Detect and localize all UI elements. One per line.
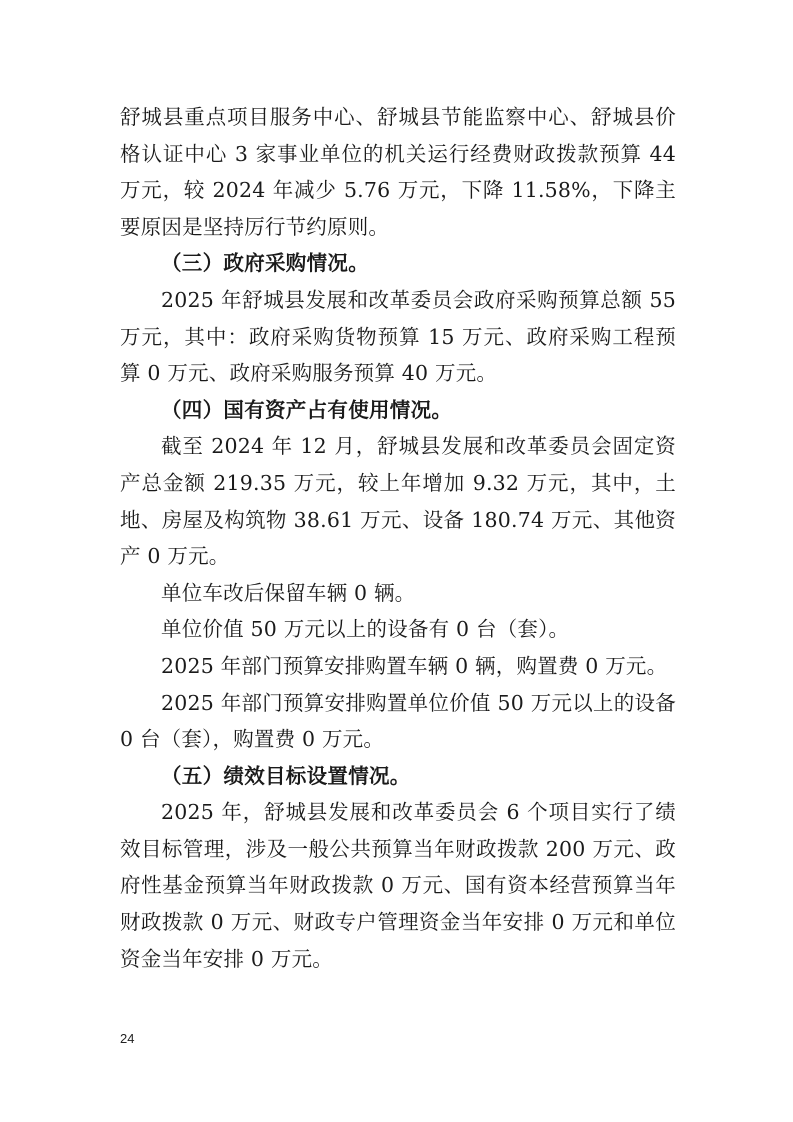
heading-government-procurement: （三）政府采购情况。 [161, 251, 369, 276]
paragraph-procurement-budget: 2025 年舒城县发展和改革委员会政府采购预算总额 55 万元，其中：政府采购货物预算 15 万元、政府采购工程预算 0 万元、政府采购服务预算 40 万元。 [120, 287, 676, 386]
page-number: 24 [120, 1031, 135, 1046]
paragraph-vehicle-purchase: 2025 年部门预算安排购置车辆 0 辆，购置费 0 万元。 [161, 653, 668, 678]
paragraph-equipment-purchase: 2025 年部门预算安排购置单位价值 50 万元以上的设备 0 台（套），购置费 0 万元。 [120, 690, 676, 752]
heading-performance-targets: （五）绩效目标设置情况。 [161, 763, 411, 788]
paragraph-performance-management: 2025 年，舒城县发展和改革委员会 6 个项目实行了绩效目标管理，涉及一般公共预算当年财政拨款 200 万元、政府性基金预算当年财政拨款 0 万元、国有资本经营预算当年财政拨款 0 万元、财政专户管理资金当年安排 0 万元和单位资金当年安排 0 万元。 [120, 800, 676, 971]
paragraph-retained-vehicles: 单位车改后保留车辆 0 辆。 [161, 580, 416, 605]
document-body [120, 99, 676, 977]
paragraph-high-value-equipment: 单位价值 50 万元以上的设备有 0 台（套）。 [161, 617, 570, 642]
heading-state-assets: （四）国有资产占有使用情况。 [161, 397, 453, 422]
paragraph-operating-expenses: 舒城县重点项目服务中心、舒城县节能监察中心、舒城县价格认证中心 3 家事业单位的机关运行经费财政拨款预算 44 万元，较 2024 年减少 5.76 万元，下降 11.58%，下降主要原因是坚持厉行节约原则。 [120, 105, 676, 239]
paragraph-fixed-assets: 截至 2024 年 12 月，舒城县发展和改革委员会固定资产总金额 219.35 万元，较上年增加 9.32 万元，其中，土地、房屋及构筑物 38.61 万元、设备 180.74 万元、其他资产 0 万元。 [120, 434, 676, 569]
